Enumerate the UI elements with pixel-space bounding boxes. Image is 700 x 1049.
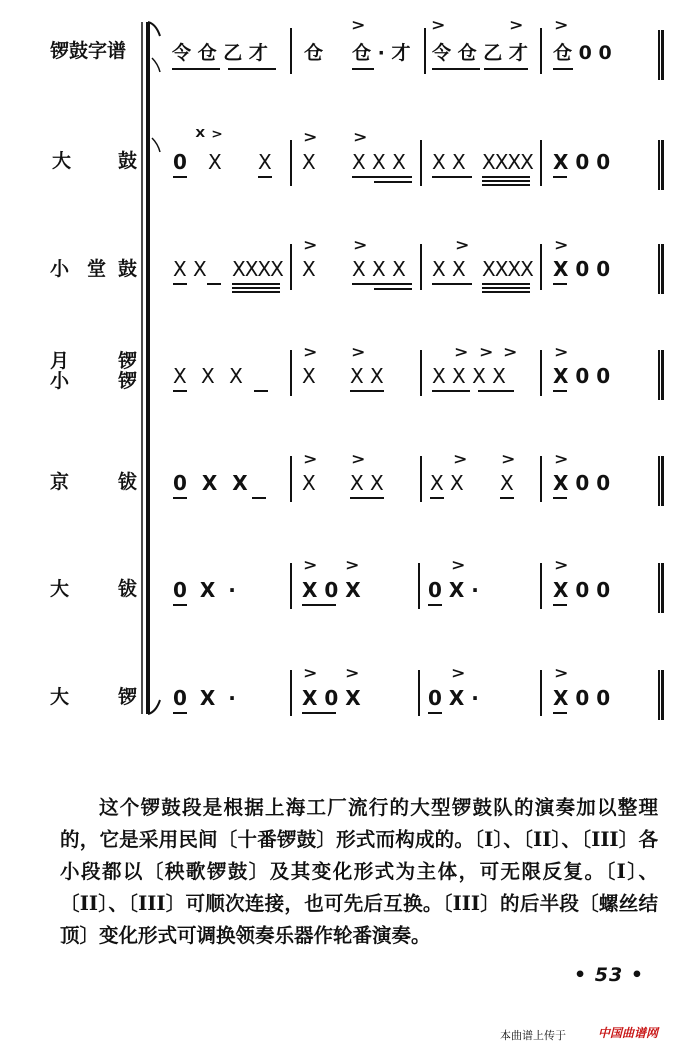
row6-underline [302, 604, 336, 606]
row1-underline [352, 68, 374, 70]
row2-measure4: X 0 0 [553, 150, 611, 174]
row1-underline [484, 68, 528, 70]
instrument-label-dagu: 大 [52, 150, 72, 172]
instrument-label-xiaotanggu-3: 鼓 [118, 258, 138, 280]
row5-underline [350, 497, 384, 499]
row6-measure3: 0 X · [428, 578, 479, 602]
row3-underline [553, 283, 567, 285]
row3-notes: XXXX [232, 257, 283, 281]
row2-underline [374, 181, 412, 183]
accent-mark: > [454, 343, 469, 361]
row1-underline [228, 68, 276, 70]
row4-underline [350, 390, 384, 392]
accent-mark: > [455, 236, 470, 254]
row2-underline [352, 176, 412, 178]
instrument-label-jingbo-2: 钹 [118, 471, 138, 493]
final-barline [658, 670, 664, 720]
row6-underline [553, 604, 567, 606]
barline [540, 670, 542, 716]
final-barline [658, 140, 664, 190]
row2-note: X [208, 150, 222, 174]
row4-note: X [302, 364, 316, 388]
row7-measure3: 0 X · [428, 686, 479, 710]
row7-notes: 0 X · [173, 686, 236, 710]
row1-measure1: 令 仓 乙 才 [172, 42, 268, 64]
final-barline [658, 30, 664, 80]
accent-mark: > [303, 236, 318, 254]
accent-mark: > [351, 16, 366, 34]
row5-notes: X X [350, 471, 384, 495]
accent-mark: > [453, 450, 468, 468]
row3-notes: X X [432, 257, 466, 281]
accent-mark: > [451, 664, 466, 682]
accent-mark: > [353, 236, 368, 254]
row4-notes: X X [350, 364, 384, 388]
row2-underline [482, 176, 530, 178]
row6-underline [428, 604, 442, 606]
row5-note: X [302, 471, 316, 495]
instrument-label-yueluo: 月 [50, 350, 70, 372]
row3-notes: XXXX [482, 257, 533, 281]
row4-underline [553, 390, 567, 392]
barline [420, 456, 422, 502]
row1-underline [553, 68, 573, 70]
row4-measure4: X 0 0 [553, 364, 611, 388]
row3-underline [232, 287, 280, 289]
accent-mark: > [554, 450, 569, 468]
barline [290, 563, 292, 609]
row1-underline [172, 68, 220, 70]
row7-measure4: X 0 0 [553, 686, 611, 710]
instrument-label-jingbo: 京 [50, 471, 70, 493]
row5-underline [500, 497, 514, 499]
instrument-label-yueluo-2: 锣 [118, 350, 138, 372]
row6-measure2: X 0 X [302, 578, 361, 602]
row3-underline [432, 283, 472, 285]
description-paragraph: 这个锣鼓段是根据上海工厂流行的大型锣鼓队的演奏加以整理的，它是采用民间〔十番锣鼓〕形式而构成的。〔I〕、〔II〕、〔III〕各小段都以〔秧歌锣鼓〕及其变化形式为主体，可无限反复。〔I〕、〔II〕、〔III〕可顺次连接，也可先后互换。〔III〕的后半段〔螺丝结顶〕变化形式可调换领奏乐器作轮番演奏。 [60, 795, 658, 947]
row5-underline [553, 497, 567, 499]
barline [540, 28, 542, 74]
accent-mark: > [303, 664, 318, 682]
final-barline [658, 244, 664, 294]
row3-note: X [302, 257, 316, 281]
instrument-label-dabo: 大 [50, 578, 70, 600]
row3-underline [207, 283, 221, 285]
barline [290, 670, 292, 716]
accent-mark: > [303, 343, 318, 361]
accent-mark: > [353, 128, 368, 146]
row2-underline [482, 184, 530, 186]
barline [290, 140, 292, 186]
instrument-label-luogu-zipu: 锣鼓字谱 [50, 40, 127, 62]
row6-measure4: X 0 0 [553, 578, 611, 602]
row3-notes: X X X [352, 257, 406, 281]
instrument-label-xiaoluo: 小 [50, 370, 70, 392]
row3-underline [482, 291, 530, 293]
row2-underline [553, 176, 567, 178]
row6-underline [173, 604, 187, 606]
row3-underline [482, 283, 530, 285]
row4-underline [173, 390, 187, 392]
accent-mark: > [211, 127, 223, 141]
row3-underline [232, 283, 280, 285]
instrument-label-dabo-2: 钹 [118, 578, 138, 600]
source-note: 本曲谱上传于 [500, 1029, 566, 1042]
accent-mark: > [451, 556, 466, 574]
row5-notes: X X [430, 471, 464, 495]
barline [420, 350, 422, 396]
row4-underline [254, 390, 268, 392]
accent-mark: > [501, 450, 516, 468]
barline [418, 670, 420, 716]
accent-mark: > [503, 343, 518, 361]
page-number: • 53 • [574, 964, 644, 986]
row5-measure4: X 0 0 [553, 471, 611, 495]
site-logo: 中国曲谱网 [598, 1026, 659, 1040]
row5-underline [173, 497, 187, 499]
instrument-label-xiaotanggu: 小 [50, 258, 70, 280]
row2-underline [482, 180, 530, 182]
row4-notes: X X X X [432, 364, 506, 388]
final-barline [658, 350, 664, 400]
barline [290, 244, 292, 290]
accent-mark: > [303, 450, 318, 468]
barline [540, 563, 542, 609]
row3-measure4: X 0 0 [553, 257, 611, 281]
row5-underline [252, 497, 266, 499]
accent-mark: > [345, 556, 360, 574]
instrument-label-dagu-2: 鼓 [118, 150, 138, 172]
barline [418, 563, 420, 609]
instrument-label-daluo-2: 锣 [118, 686, 138, 708]
row5-note: X [500, 471, 514, 495]
row3-notes: X X [173, 257, 207, 281]
row2-underline [432, 176, 472, 178]
row1-measure2a: 仓 [304, 42, 324, 64]
row3-underline [374, 288, 412, 290]
row1-measure4: 仓 0 0 [553, 42, 612, 64]
barline [540, 140, 542, 186]
row6-notes: 0 X · [173, 578, 236, 602]
accent-mark: > [351, 450, 366, 468]
barline [540, 350, 542, 396]
row4-underline [432, 390, 470, 392]
row2-rest: 0 [173, 150, 187, 174]
row7-underline [173, 712, 187, 714]
row4-notes: X X X [173, 364, 243, 388]
accent-mark: > [554, 664, 569, 682]
barline [290, 28, 292, 74]
row3-underline [232, 291, 280, 293]
barline [290, 456, 292, 502]
instrument-label-daluo: 大 [50, 686, 70, 708]
row3-underline [352, 283, 412, 285]
row2-note: XXXX [482, 150, 533, 174]
accent-mark: > [345, 664, 360, 682]
instrument-label-xiaotanggu-2: 堂 [87, 258, 107, 280]
barline [290, 350, 292, 396]
barline [420, 244, 422, 290]
barline [540, 456, 542, 502]
barline [540, 244, 542, 290]
system-bracket [138, 18, 168, 718]
row5-notes: 0 X X [173, 471, 248, 495]
accent-mark: > [509, 16, 524, 34]
row1-measure2b: 仓 · 才 [352, 42, 411, 64]
row1-measure3: 令 仓 乙 才 [432, 42, 528, 64]
grace-note: X [195, 127, 206, 140]
barline [420, 140, 422, 186]
row3-underline [482, 287, 530, 289]
accent-mark: > [554, 343, 569, 361]
accent-mark: > [351, 343, 366, 361]
accent-mark: > [479, 343, 494, 361]
accent-mark: > [554, 236, 569, 254]
row2-note: X X X [352, 150, 406, 174]
row7-measure2: X 0 X [302, 686, 361, 710]
accent-mark: > [303, 128, 318, 146]
accent-mark: > [431, 16, 446, 34]
final-barline [658, 456, 664, 506]
row2-underline [258, 176, 272, 178]
row2-note: X [258, 150, 272, 174]
instrument-label-xiaoluo-2: 锣 [118, 370, 138, 392]
row3-underline [173, 283, 187, 285]
row2-note: X [302, 150, 316, 174]
row5-underline [430, 497, 444, 499]
row4-underline [478, 390, 514, 392]
row7-underline [302, 712, 336, 714]
accent-mark: > [554, 556, 569, 574]
accent-mark: > [303, 556, 318, 574]
row1-underline [432, 68, 480, 70]
barline [424, 28, 426, 74]
accent-mark: > [554, 16, 569, 34]
row7-underline [428, 712, 442, 714]
row7-underline [553, 712, 567, 714]
row2-underline [173, 176, 187, 178]
final-barline [658, 563, 664, 613]
row2-note: X X [432, 150, 466, 174]
